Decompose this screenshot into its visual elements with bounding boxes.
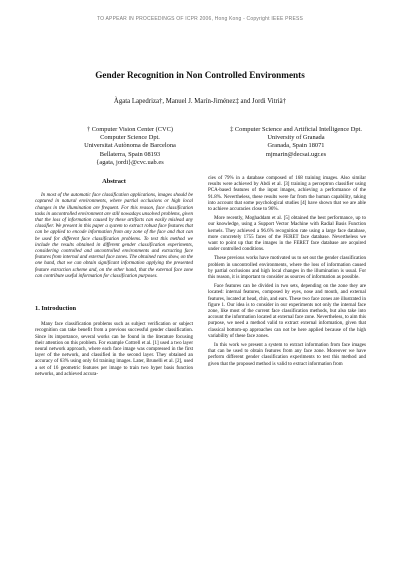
intro-paragraph: Many face classification problems such as subject verification or subject recognition can take benefit from a previous successful gender classification. Since its importance, several works can be found in the literature focusing their attention on this problem. For example Cottrell et al. [1] used a two layer neural network approach, where each face image was compressed in the first layer of the network, and classified in the second layer. They obtained an accuracy of 63% using only 64 training images. Later, Brunelli et al. [2], used a set of 16 geometric features per image to train two hyper basis function networks, and achieved accura- <box>35 322 193 377</box>
affiliation-email: mjmarin@decsai.ugr.es <box>265 150 327 158</box>
running-header: TO APPEAR IN PROCEEDINGS OF ICPR 2006, Hong Kong - Copyright IEEE PRESS <box>96 16 304 22</box>
body-paragraph: These previous works have motivated us to set out the gender classification problem in uncontrolled environments, where the loss of information caused by partial occlusions and high local changes in the illumination is usual. For this reason, it is important to consider as sources of information as possible. <box>208 256 366 281</box>
affiliation-line: Granada, Spain 18071 <box>267 142 325 150</box>
body-paragraph: More recently, Moghaddam et al. [5] obtained the best performance, up to our knowledge, using a Support Vector Machine with Radial Basis Function kernels. They achieved a 96.6% recognition rate using a large face database, more concretely 1755 faces of the FERET face database. Nevertheless we want to point up that the images in the FERET face database are acquired under controlled conditions. <box>208 216 366 253</box>
affiliation-line: Bellaterra, Spain 08193 <box>99 150 161 158</box>
abstract-text: In most of the automatic face classification applications, images should be captured in natural environments, where partial occlusions or high local changes in the illumination are frequent. For this reason, face classification tasks in uncontrolled environment are still nowadays unsolved problems, given that the loss of information caused by these artifacts can easily mislead any classifier. We present in this paper a system to extract robust face features that can be applied to encode information from any zone of the face and that can be used for different face classification problems. To test this method we include the results obtained in different gender classification experiments, considering controlled and uncontrolled environments and extracting face features from internal and external face zones. The obtained rates show, on the one hand, that we can obtain significant information applying the presented feature extraction scheme and, on the other hand, that the external face zone can contribute useful information for classification purposes. <box>35 193 193 279</box>
abstract-heading: Abstract <box>102 178 126 185</box>
left-column <box>35 176 193 381</box>
affiliation-line: Universitat Autònoma de Barcelona <box>84 142 176 150</box>
body-paragraph: cies of 79% in a database composed of 168 training images. Also similar results were achieved by Abdi et al. [3] training a perceptron classifier using PCA-based features of the input images, achieving a performance of the 91.8%. Nevertheless, these results were far from the human capability, taking into account that some psychological studies [4] have shown that we are able to achieve accuracies close to 96%. <box>208 176 366 213</box>
body-paragraph: Face features can be divided in two sets, depending on the zone they are located: internal features, composed by eyes, nose and mouth, and external features, located at head, chin, and ears. These two face zones are illustrated in figure 1. Our idea is to consider in our experiments not only the internal face zone, like most of the current face classification methods, but also take into account the information located at external face zone. Nevertheless, to aim this purpose, we need a method valid to extract external information, given that classical bottom-up approaches can not be here applied because of the high variability of these face zones. <box>208 284 366 339</box>
affiliation-line: ‡ Computer Science and Artificial Intelligence Dpt. <box>230 126 362 133</box>
author-list: Àgata Lapedriza†, Manuel J. Marín-Jiménez‡ and Jordi Vitrià† <box>113 98 287 105</box>
affiliation-right <box>216 126 376 159</box>
right-column <box>208 176 366 371</box>
affiliation-left <box>50 126 210 167</box>
affiliation-line: University of Granada <box>267 134 325 142</box>
affiliation-email: {agata, jordi}@cvc.uab.es <box>96 158 164 166</box>
affiliation-line: † Computer Vision Center (CVC) <box>86 126 174 133</box>
body-paragraph: In this work we present a system to extract information from face images that can be used to obtain features from any face zone. Moreover we have perform different gender classification experiments to test this method and given that the proposed method is valid to extract information from <box>208 343 366 367</box>
section-heading-introduction: 1. Introduction <box>35 305 77 313</box>
affiliation-line: Computer Science Dpt. <box>100 134 160 142</box>
paper-title: Gender Recognition in Non Controlled Environments <box>95 70 305 80</box>
